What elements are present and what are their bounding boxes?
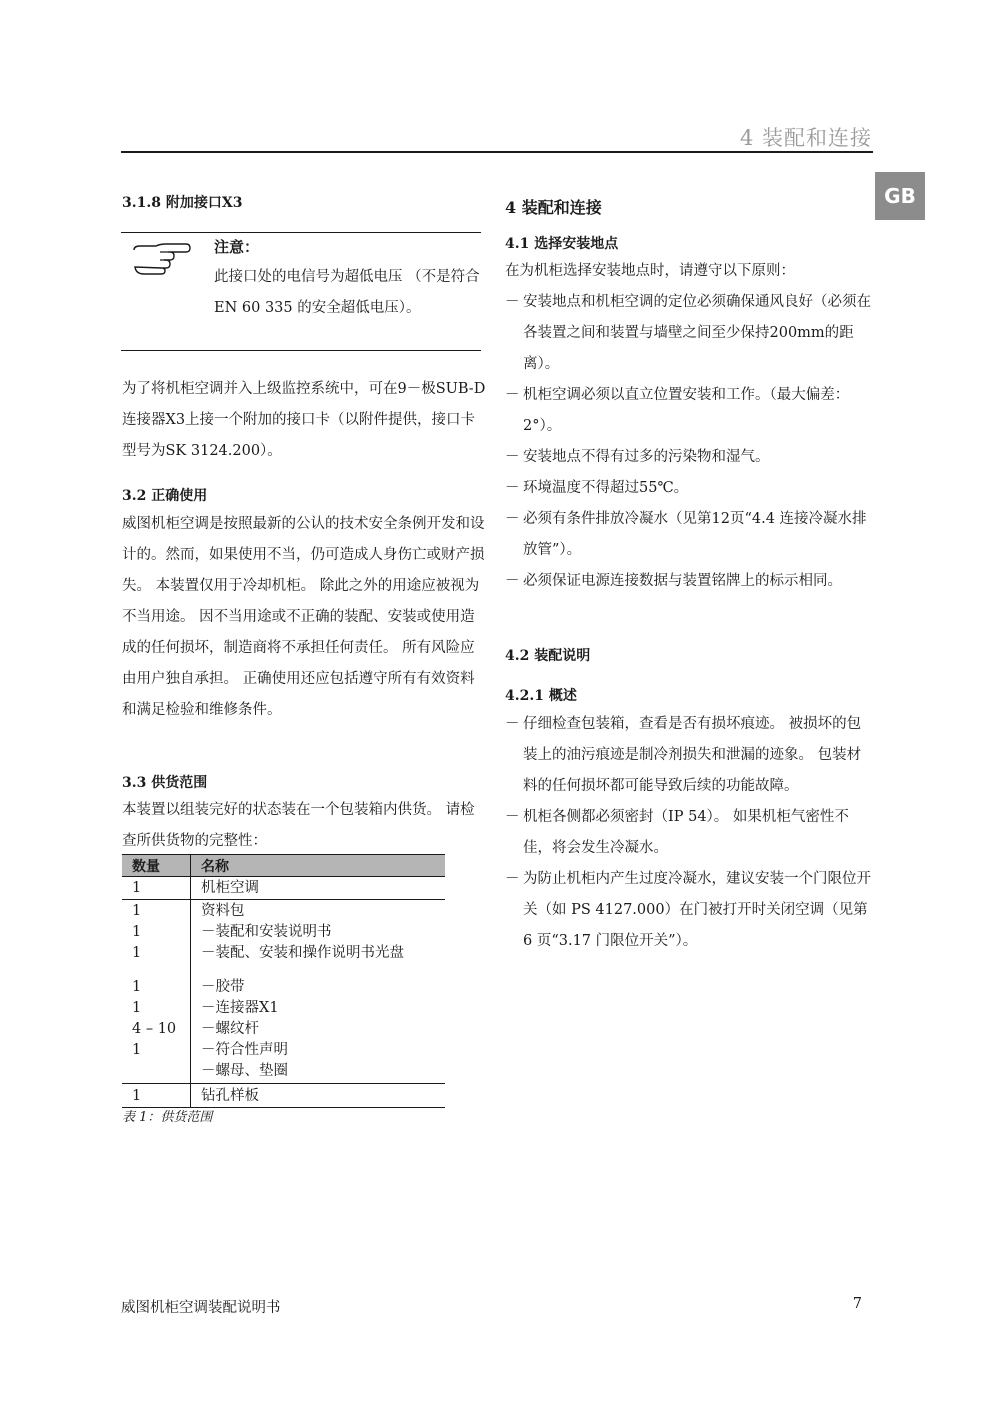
table-row xyxy=(122,900,445,1084)
table-header-name: 名称 xyxy=(191,855,446,877)
name-line: －符合性声明 xyxy=(201,1042,288,1058)
name-gap xyxy=(201,964,445,977)
name-line: －螺纹杆 xyxy=(201,1021,259,1037)
name-line: －胶带 xyxy=(201,979,245,995)
note-title: 注意： xyxy=(214,238,260,256)
running-header-title: 4 装配和连接 xyxy=(739,126,872,150)
table-cell-name: 钻孔样板 xyxy=(191,1084,446,1108)
list-item: － 必须有条件排放冷凝水（见第12页“4.4 连接冷凝水排放管”）。 xyxy=(505,504,873,566)
section-3-2-heading: 3.2 正确使用 xyxy=(122,488,208,504)
table-cell-qty: 1 xyxy=(122,1084,191,1108)
list-item: － 为防止机柜内产生过度冷凝水，建议安装一个门限位开关（如 PS 4127.000）在门被打开时关闭空调（见第 6 页“3.17 门限位开关”）。 xyxy=(505,864,873,957)
section-3-3-heading: 3.3 供货范围 xyxy=(122,775,208,791)
table-row xyxy=(122,1084,445,1108)
language-tab-gb[interactable]: GB xyxy=(875,172,925,220)
pointing-hand-icon xyxy=(130,240,192,276)
section-4-2-heading: 4.2 装配说明 xyxy=(505,648,591,664)
footer-document-title: 威图机柜空调装配说明书 xyxy=(121,1300,281,1316)
name-line: －装配、安装和操作说明书光盘 xyxy=(201,945,404,961)
qty-line: 1 xyxy=(132,1000,142,1016)
list-item: － 必须保证电源连接数据与装置铭牌上的标示相同。 xyxy=(505,566,873,597)
note-top-rule xyxy=(121,232,481,233)
section-3-2-body: 威图机柜空调是按照最新的公认的技术安全条例开发和设计的。然而，如果使用不当，仍可造成人身伤亡或财产损失。 本装置仅用于冷却机柜。 除此之外的用途应被视为不当用途。 因不当用途或不正确的装配、安装或使用造成的任何损坏，制造商将不承担任何责任。 所有风险应由用户独自承担。 正确使用还应包括遵守所有有效资料和满足检验和维修条件。 xyxy=(122,516,485,718)
list-item: － 环境温度不得超过55℃。 xyxy=(505,473,873,504)
qty-line-empty xyxy=(132,1061,190,1082)
name-line: －连接器X1 xyxy=(201,1000,279,1016)
section-3-3-body: 本装置以组装完好的状态装在一个包装箱内供货。 请检查所供货物的完整性： xyxy=(122,802,475,849)
section-4-2-1-content xyxy=(505,709,873,957)
table-row xyxy=(122,877,445,900)
name-line: －装配和安装说明书 xyxy=(201,924,332,940)
table-cell-name-group xyxy=(191,900,446,1084)
header-rule xyxy=(121,151,873,153)
section-4-1-intro: 在为机柜选择安装地点时，请遵守以下原则： xyxy=(505,263,795,279)
note-bottom-rule xyxy=(121,350,481,351)
page-number: 7 xyxy=(852,1296,862,1312)
list-item: － 机柜各侧都必须密封（IP 54）。 如果机柜气密性不佳，将会发生冷凝水。 xyxy=(505,802,873,864)
qty-line: 1 xyxy=(132,979,142,995)
qty-line: 1 xyxy=(132,903,142,919)
qty-line: 1 xyxy=(132,1042,142,1058)
list-item: － 安装地点和机柜空调的定位必须确保通风良好（必须在各装置之间和装置与墙壁之间至少保持200mm的距离）。 xyxy=(505,287,873,380)
name-line: 资料包 xyxy=(201,903,245,919)
name-line: －螺母、垫圈 xyxy=(201,1063,288,1079)
list-item: － 机柜空调必须以直立位置安装和工作。（最大偏差： 2°）。 xyxy=(505,380,873,442)
table-cell-name: 机柜空调 xyxy=(191,877,446,900)
section-4-1-content xyxy=(505,256,873,597)
section-4-2-1-heading: 4.2.1 概述 xyxy=(505,688,577,704)
section-3-1-8-heading: 3.1.8 附加接口X3 xyxy=(122,195,243,211)
section-3-1-8-body: 为了将机柜空调并入上级监控系统中，可在9－极SUB-D连接器X3上接一个附加的接口卡（以附件提供，接口卡型号为SK 3124.200）。 xyxy=(122,381,486,459)
qty-line: 1 xyxy=(132,945,142,961)
table-cell-qty: 1 xyxy=(122,877,191,900)
table-header-quantity: 数量 xyxy=(122,855,191,877)
list-item: － 仔细检查包装箱，查看是否有损坏痕迹。 被损坏的包装上的油污痕迹是制冷剂损失和泄漏的迹象。 包装材料的任何损坏都可能导致后续的功能故障。 xyxy=(505,709,873,802)
qty-gap xyxy=(132,964,190,977)
qty-line: 1 xyxy=(132,924,142,940)
qty-line: 4 – 10 xyxy=(132,1021,177,1037)
section-4-1-heading: 4.1 选择安装地点 xyxy=(505,236,619,252)
supply-table xyxy=(122,854,445,1108)
note-text: 此接口处的电信号为超低电压 （不是符合 EN 60 335 的安全超低电压）。 xyxy=(214,269,480,316)
section-4-heading: 4 装配和连接 xyxy=(505,198,602,217)
table-cell-qty-group xyxy=(122,900,191,1084)
list-item: － 安装地点不得有过多的污染物和湿气。 xyxy=(505,442,873,473)
table-caption: 表 1：供货范围 xyxy=(122,1110,213,1125)
